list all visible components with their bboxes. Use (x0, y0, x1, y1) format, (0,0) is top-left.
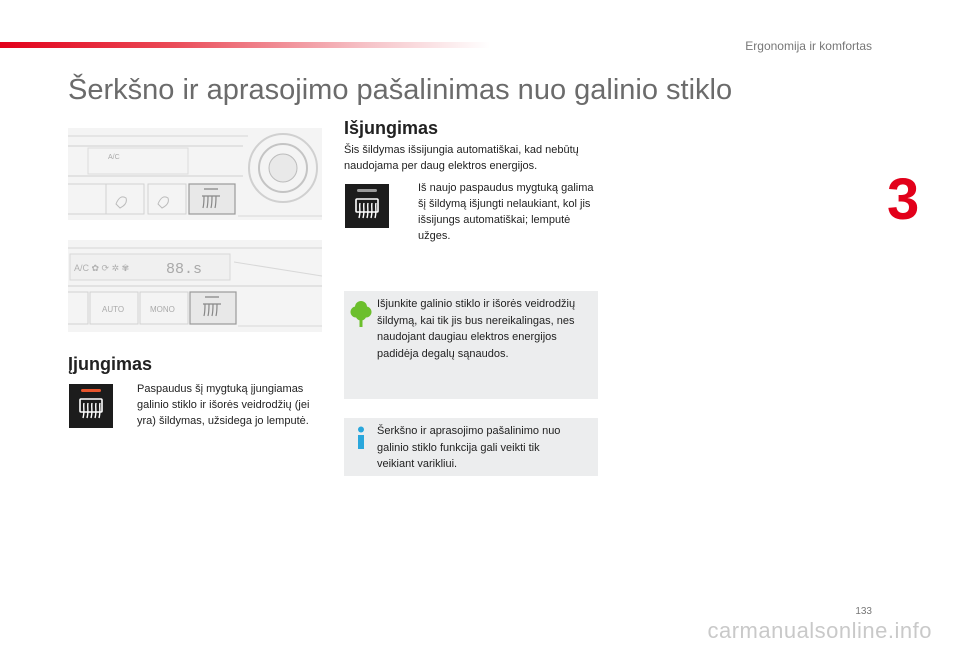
control-panel-illustration-auto (68, 240, 322, 332)
watermark: carmanualsonline.info (707, 618, 932, 643)
on-section-text: Paspaudus šį mygtuką įjungiamas galinio stiklo ir išorės veidrodžių (jei yra) šildymas, užsidega jo lemputė. (137, 383, 310, 427)
rear-defrost-button-on (69, 384, 113, 428)
button-indicator-led-off (357, 189, 377, 192)
info-icon (354, 426, 368, 450)
on-section-heading: Įjungimas (68, 354, 153, 374)
rear-defrost-button-off (345, 184, 389, 228)
panel-display: 88.s (166, 261, 203, 278)
ac-label: A/C (108, 154, 120, 161)
chapter-number: 3 (887, 167, 920, 232)
off-section-intro: Šis šildymas išsijungia automatiškai, kad nebūtų naudojama per daug elektros energijos. (344, 144, 579, 172)
off-section-heading: Išjungimas (344, 118, 439, 138)
page-title: Šerkšno ir aprasojimo pašalinimas nuo galinio stiklo (68, 74, 733, 106)
eco-tree-icon (350, 299, 372, 329)
eco-tip-text: Išjunkite galinio stiklo ir išorės veidrodžių šildymą, kai tik jis bus nereikalingas, nes naudojant daugiau elektros energijos padidėja degalų sąnaudos. (377, 298, 576, 360)
rear-defrost-icon (78, 398, 104, 420)
rear-defrost-icon (354, 198, 380, 220)
info-note-box (344, 418, 598, 476)
off-section-text: Iš naujo paspaudus mygtuką galima šį šildymą išjungti nelaukiant, kol jis išsijungs automatiškai; lemputė užges. (418, 182, 594, 242)
page-number: 133 (855, 606, 872, 617)
button-indicator-led-on (81, 389, 101, 392)
eco-tip-box (344, 291, 598, 399)
mono-label: MONO (150, 305, 175, 314)
info-note-text: Šerkšno ir aprasojimo pašalinimo nuo galinio stiklo funkcija gali veikti tik veikiant varikliui. (377, 425, 561, 470)
control-panel-illustration (68, 128, 322, 220)
section-title: Ergonomija ir komfortas (745, 39, 872, 53)
control-panel-image-bottom (68, 240, 322, 332)
svg-text:A/C ✿ ⟳ ✲ ✾: A/C ✿ ⟳ ✲ ✾ (74, 263, 130, 273)
control-panel-image-top (68, 128, 322, 220)
header-accent-bar (0, 42, 490, 48)
auto-label: AUTO (102, 305, 125, 314)
